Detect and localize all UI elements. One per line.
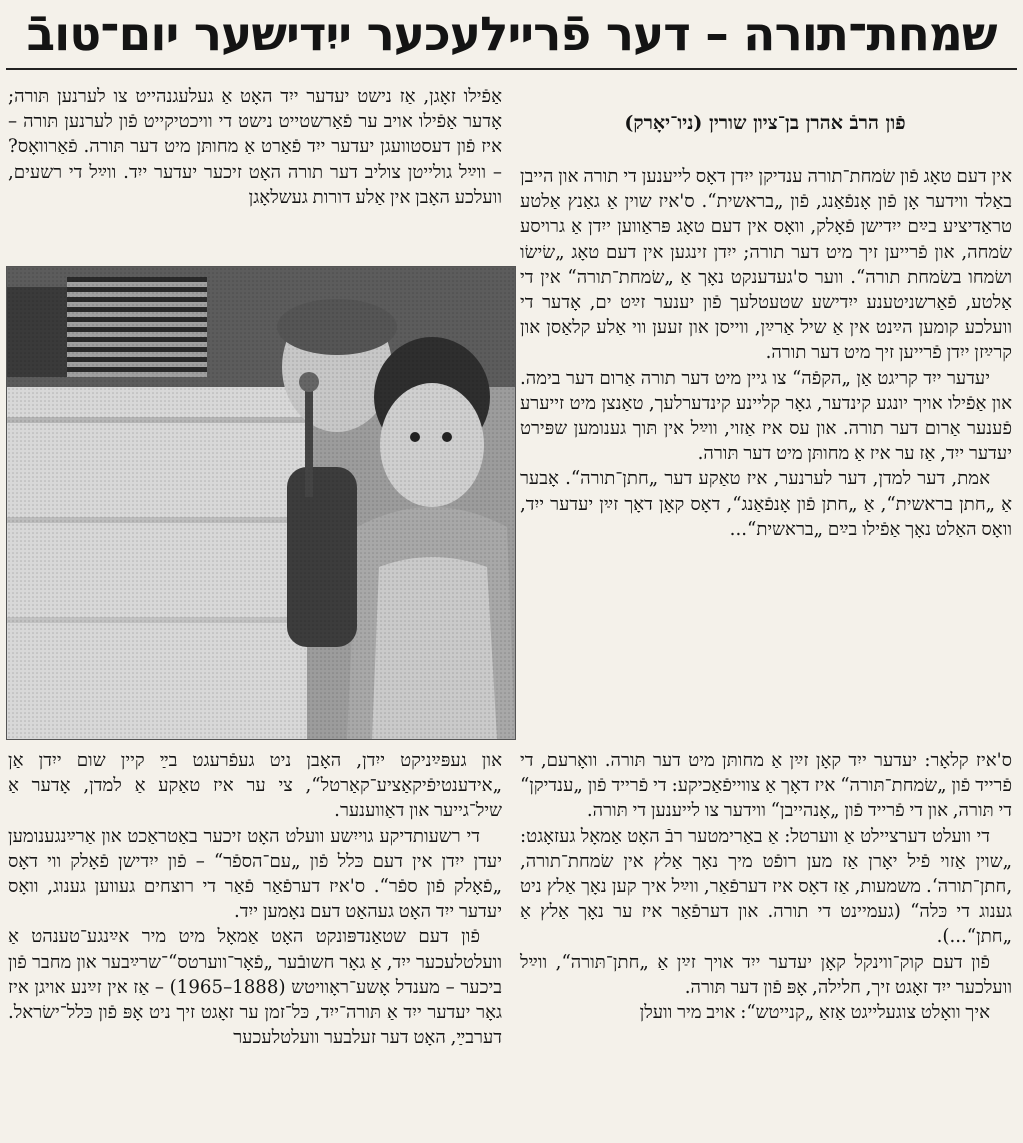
column-right-bottom xyxy=(520,748,1012,1025)
paragraph: אין דעם טאָג פֿון שׂמחת־תורה ענדיקן ייִדן דאָס לייענען די תורה און הייבן באַלד ווידער אָן פֿון אָנפֿאַנג, פֿון „בראשית“. ס'איז שוין אַ גאַנץ אַלטע טראַדיציע בײַם ייִדישן פֿאָלק, וואָס אין דעם טאָג פּראַווען ייִדן אַ גרויסע שׂמחה, און פֿרייען זיך מיט דער תורה; ייִדן זינגען אין דעם טאָג „שׂישׂו ושׂמחו בשׂמחת תורה“. ווער ס'געדענקט נאָך אַ „שׂמחת־תורה“ אין די אַלטע, פֿאַרשניטענע ייִדישע שטעטלעך פֿון יענער זײַט ים, אָדער די וועלכע קומען הײַנט אין אַ שיל אַרײַן, ווייסן און זעען ווי אַלע קלאַסן און קרײַזן ייִדן פֿרייען זיך מיט דער תורה. xyxy=(520,166,1012,364)
photo-children-with-torah xyxy=(6,266,516,740)
headline-rule xyxy=(6,68,1017,70)
paragraph: די וועלט דערציילט אַ ווערטל: אַ באַרימטער רבֿ האָט אַמאָל געזאָגט: „שוין אַזוי פֿיל יאָרן אַז מען רופֿט מיך נאָך אַלץ אין שׂמחת־תורה, ‚חתן־תורה‘. משמעות, אַז דאָס איז דערפֿאַר, ווײַל איך קען נאָך אַלץ ניט גענוג די כּלה“ (געמיינט די תורה. און דערפֿאַר איז ער נאָך אַלץ אַ „חתן“...). xyxy=(520,825,1012,948)
paragraph: און געפּײַניקט ייִדן, האָבן ניט געפֿרעגט בײַ קיין שום ייִדן אַן „אידענטיפֿיקאַציע־קאַרטל“, צי ער איז טאַקע אַ למדן, אָדער אַ שיל־גייער און דאַווענער. xyxy=(8,750,502,822)
column-left-bottom xyxy=(8,748,502,1050)
paragraph: פֿון דעם קוק־ווינקל קאָן יעדער ייִד אויך זײַן אַ „חתן־תּורה“, ווײַל וועלכער ייִד זאָגט זיך, חלילה, אָפּ פֿון דער תּורה. xyxy=(520,951,1012,998)
byline: פֿון הרבֿ אהרן בן־ציון שורין (ניו־יאָרק) xyxy=(624,112,906,134)
photo-illustration xyxy=(7,267,515,739)
column-left-top xyxy=(8,84,502,210)
paragraph: איך וואָלט צוגעלייגט אַזאַ „קנייטש“: אויב מיר וועלן xyxy=(639,1002,990,1024)
paragraph: די רשעותדיקע גוייִשע וועלט האָט זיכער באַטראַכט און אַרײַנגענומען יעדן ייִדן אין דעם כּלל פֿון „עם־הספֿר“ – פֿון ייִדישן פֿאָלק ווי דאָס „פֿאָלק פֿון ספֿר“. ס'איז דערפֿאַר פֿאַר די רוצחים געווען גענוג, וואָס יעדער ייִד האָט געהאַט דעם נאָמען ייִד. xyxy=(8,825,502,923)
paragraph: ס'איז קלאָר: יעדער ייִד קאָן זײַן אַ מחותּן מיט דער תּורה. וואָרעם, די פֿרייד פֿון „שׂמחת־תּורה“ איז דאָך אַ צווייפֿאַכיקע: די פֿרייד פֿון „ענדיקן“ די תּורה, און די פֿרייד פֿון „אָנהייבן“ ווידער צו לייענען די תּורה. xyxy=(520,750,1012,822)
column-right-top xyxy=(520,164,1012,542)
paragraph: אַפֿילו זאָגן, אַז נישט יעדער ייִד האָט אַ געלעגנהייט צו לערנען תּורה; אָדער אַפֿילו אויב ער פֿאַרשטייט נישט די וויכטיקייט פֿון לערנען תּורה – איז פֿון דעסטוועגן יעדער ייִד פֿאַרט אַ מחותּן מיט דער תּורה. פֿאַרוואָס? – ווײַל גולייטן צוליב דער תורה האָט זיכער יעדער ייִד. ווײַל די רשעים, וועלכע האָבן אין אַלע דורות געשלאָגן xyxy=(8,86,502,208)
headline: שמחת־תורה – דער פֿריילעכער ייִדישער יום־טובֿ xyxy=(26,7,997,62)
paragraph: יעדער ייִד קריגט אַן „הקפֿה“ צו גיין מיט דער תורה אַרום דער בימה. און אַפֿילו אויך יונגע קינדער, גאָר קליינע קינדערלעך, טאַנצן מיט זייערע פֿענער אַרום דער תורה. און עס איז אַזוי, ווײַל אין תּוך גענומען שפּירט יעדער ייִד, אַז ער איז אַ מחותּן מיט דער תּורה. xyxy=(520,367,1012,465)
paragraph: פֿון דעם שטאַנדפּונקט האָט אַמאָל מיט מיר אײַנגע־טענהט אַ וועלטלעכער ייִד, אַ גאָר חשובֿער „פֿאָר־ווערטס“־שרײַבער און מחבר פֿון ביכער – מענדל אָשע־ראָוויטש (1888–1965) – אַז אין זײַנע אויגן איז גאָר יעדער ייִד אַ תּורה־ייִד, כּל־זמן ער זאָגט זיך ניט אָפּ פֿון כּלל־ישׂראל. דערבײַ, האָט דער זעלבער וועלטלעכער xyxy=(8,926,502,1049)
paragraph: אמת, דער למדן, דער לערנער, איז טאַקע דער „חתן־תורה“. אָבער אַ „חתן בראשית“, אַ „חתן פֿון אָנפֿאַנג“, דאָס קאָן דאָך זײַן יעדער ייִד, וואָס האַלט נאָך אַפֿילו בײַם „בראשית“... xyxy=(520,468,1012,540)
